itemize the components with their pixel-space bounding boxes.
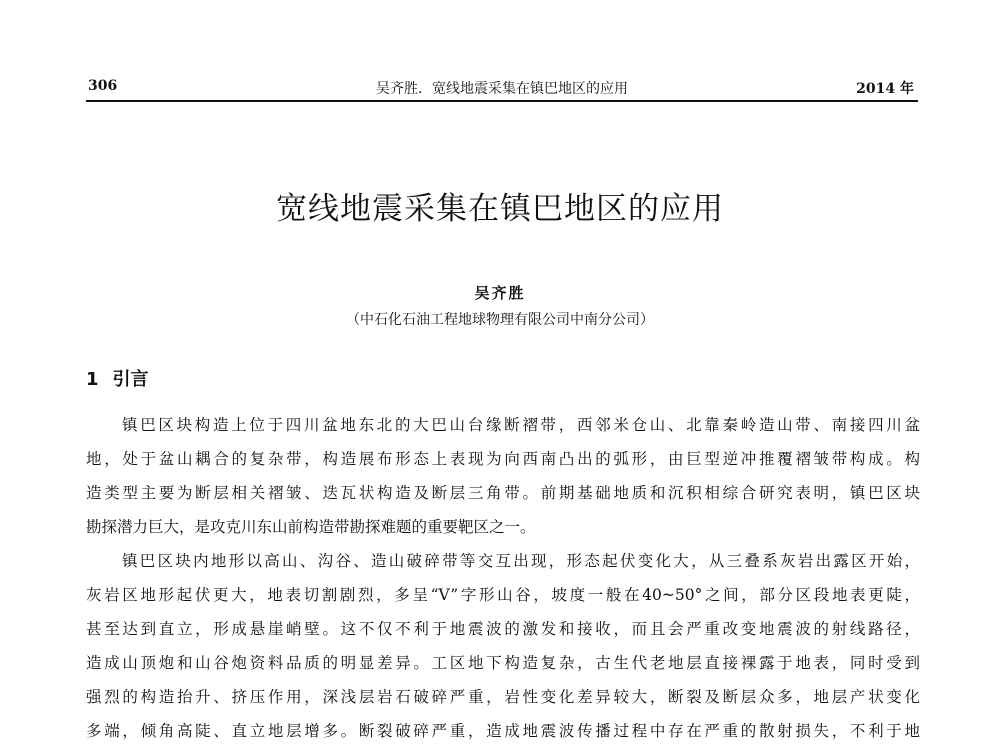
text-line: 造类型主要为断层相关褶皱、迭瓦状构造及断层三角带。前期基础地质和沉积相综合研究表明，镇巴区块 [86, 484, 920, 502]
section-heading [86, 365, 149, 391]
paragraph-1 [86, 408, 920, 544]
text-line: 镇巴区块构造上位于四川盆地东北的大巴山台缘断褶带，西邻米仓山、北靠秦岭造山带、南接四川盆 [122, 416, 920, 434]
author-name: 吴齐胜 [474, 284, 526, 302]
text-line: 甚至达到直立，形成悬崖峭壁。这不仅不利于地震波的激发和接收，而且会严重改变地震波的射线路径， [86, 620, 920, 638]
section-title: 引言 [112, 369, 149, 390]
text-line: 地，处于盆山耦合的复杂带，构造展布形态上表现为向西南凸出的弧形，由巨型逆冲推覆褶皱带构成。构 [86, 450, 920, 468]
text-line: 勘探潜力巨大，是攻克川东山前构造带勘探难题的重要靶区之一。 [86, 518, 536, 536]
author-affiliation: （中石化石油工程地球物理有限公司中南分公司） [346, 312, 654, 328]
text-line: 造成山顶炮和山谷炮资料品质的明显差异。工区地下构造复杂，古生代老地层直接裸露于地表，同时受到 [86, 654, 920, 672]
text-line: 灰岩区地形起伏更大，地表切割剧烈，多呈“V”字形山谷，坡度一般在40~50°之间，部分区段地表更陡， [86, 586, 920, 604]
running-header [86, 78, 918, 102]
running-title: 吴齐胜．宽线地震采集在镇巴地区的应用 [376, 81, 628, 97]
issue-year: 2014 年 [856, 81, 914, 97]
text-line: 镇巴区块内地形以高山、沟谷、造山破碎带等交互出现，形态起伏变化大，从三叠系灰岩出露区开始， [122, 552, 920, 570]
paragraph-2 [86, 544, 920, 748]
article-title: 宽线地震采集在镇巴地区的应用 [276, 191, 724, 227]
section-body [86, 408, 920, 748]
page-number: 306 [88, 78, 118, 94]
section-number: 1 [86, 369, 99, 390]
text-line: 强烈的构造抬升、挤压作用，深浅层岩石破碎严重，岩性变化差异较大，断裂及断层众多，地层产状变化 [86, 688, 920, 706]
text-line: 多端，倾角高陡、直立地层增多。断裂破碎严重，造成地震波传播过程中存在严重的散射损失，不利于地 [86, 722, 920, 740]
